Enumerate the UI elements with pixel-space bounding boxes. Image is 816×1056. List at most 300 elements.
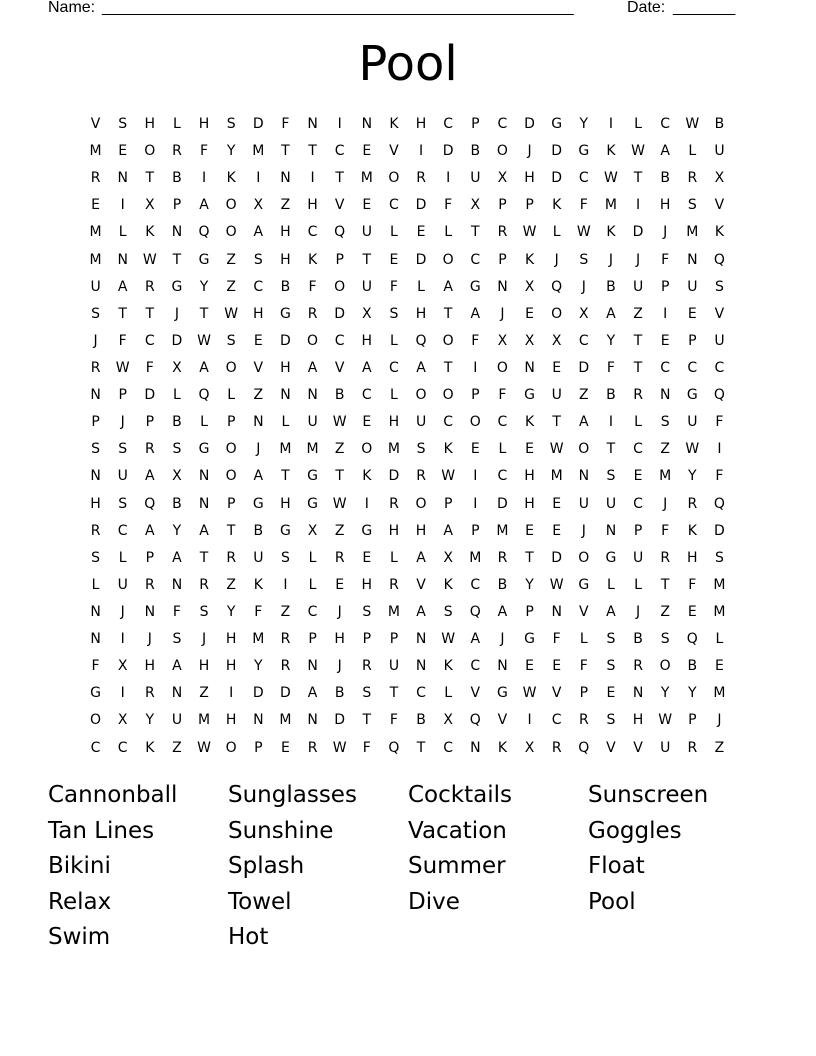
grid-letter: Z xyxy=(334,441,345,458)
grid-letter: O xyxy=(469,414,481,431)
grid-letter: D xyxy=(632,224,644,241)
grid-letter: Q xyxy=(578,739,590,756)
grid-letter: L xyxy=(552,224,561,241)
grid-letter: L xyxy=(688,143,697,160)
word-list-item: Splash xyxy=(228,853,305,879)
grid-letter: T xyxy=(145,305,155,322)
grid-letter: A xyxy=(606,305,616,322)
grid-letter: F xyxy=(254,604,263,621)
grid-letter: S xyxy=(606,712,616,729)
grid-letter: V xyxy=(633,739,643,756)
grid-letter: X xyxy=(579,305,589,322)
grid-letter: L xyxy=(308,576,317,593)
grid-letter: I xyxy=(473,495,478,512)
grid-letter: E xyxy=(633,468,643,485)
grid-letter: E xyxy=(525,658,534,675)
grid-letter: D xyxy=(280,332,291,349)
grid-letter: C xyxy=(144,332,155,349)
grid-letter: T xyxy=(633,360,643,377)
grid-letter: K xyxy=(443,441,453,458)
grid-letter: R xyxy=(416,468,426,485)
grid-letter: V xyxy=(90,116,101,133)
grid-row xyxy=(82,545,733,572)
grid-letter: P xyxy=(498,197,507,214)
grid-letter: N xyxy=(524,360,535,377)
grid-row xyxy=(82,274,733,301)
grid-letter: J xyxy=(201,631,207,648)
date-label: Date: xyxy=(627,0,666,16)
grid-letter: P xyxy=(498,251,507,268)
grid-letter: U xyxy=(90,278,101,295)
grid-letter: G xyxy=(578,576,590,593)
grid-letter: R xyxy=(551,739,562,756)
grid-letter: P xyxy=(172,197,182,214)
grid-letter: S xyxy=(416,441,426,458)
grid-letter: F xyxy=(661,522,670,539)
grid-letter: D xyxy=(252,685,264,702)
grid-letter: J xyxy=(120,414,125,431)
grid-letter: N xyxy=(497,278,508,295)
grid-letter: L xyxy=(579,631,588,648)
grid-letter: G xyxy=(198,251,210,268)
grid-letter: S xyxy=(253,251,263,268)
grid-letter: M xyxy=(713,604,726,621)
grid-letter: V xyxy=(606,739,616,756)
grid-letter: T xyxy=(281,143,290,160)
grid-letter: C xyxy=(578,332,589,349)
grid-letter: F xyxy=(661,251,670,268)
grid-letter: Q xyxy=(469,604,481,621)
grid-letter: C xyxy=(307,604,318,621)
grid-letter: W xyxy=(685,441,700,458)
grid-letter: C xyxy=(361,387,372,404)
grid-letter: Q xyxy=(415,332,427,349)
grid-letter: J xyxy=(527,143,532,160)
grid-letter: R xyxy=(687,739,698,756)
grid-letter: U xyxy=(117,468,128,485)
grid-row xyxy=(82,111,733,138)
grid-letter: N xyxy=(198,495,210,512)
grid-letter: V xyxy=(334,197,345,214)
grid-letter: V xyxy=(389,143,399,160)
grid-letter: A xyxy=(470,305,481,322)
grid-letter: O xyxy=(659,658,671,675)
grid-letter: O xyxy=(90,712,102,729)
grid-letter: Q xyxy=(334,224,346,241)
grid-letter: E xyxy=(525,441,534,458)
grid-letter: R xyxy=(90,360,101,377)
grid-letter: I xyxy=(229,685,234,702)
grid-letter: R xyxy=(226,549,237,566)
grid-letter: W xyxy=(224,305,239,322)
grid-letter: T xyxy=(633,332,643,349)
grid-letter: L xyxy=(634,116,642,133)
grid-letter: W xyxy=(197,332,211,349)
grid-letter: S xyxy=(687,197,697,214)
grid-letter: S xyxy=(579,251,589,268)
grid-letter: U xyxy=(415,414,427,431)
grid-row xyxy=(82,382,733,409)
word-list-item: Cocktails xyxy=(408,782,512,808)
grid-letter: X xyxy=(524,739,535,756)
word-list-item: Relax xyxy=(48,888,112,915)
grid-row xyxy=(82,572,733,599)
grid-letter: T xyxy=(525,549,534,566)
grid-letter: H xyxy=(415,305,427,322)
grid-letter: N xyxy=(605,522,617,539)
grid-letter: S xyxy=(91,549,100,566)
grid-letter: T xyxy=(335,468,344,485)
grid-letter: D xyxy=(280,685,291,702)
grid-letter: K xyxy=(443,576,453,593)
grid-letter: Z xyxy=(714,739,725,756)
grid-letter: I xyxy=(283,576,288,593)
grid-letter: K xyxy=(552,197,562,214)
grid-letter: N xyxy=(307,712,318,729)
grid-letter: I xyxy=(120,197,125,214)
grid-letter: P xyxy=(362,631,372,648)
grid-letter: X xyxy=(443,549,453,566)
grid-letter: D xyxy=(388,468,400,485)
grid-letter: Q xyxy=(713,251,725,268)
grid-letter: V xyxy=(551,685,562,702)
grid-letter: F xyxy=(91,658,100,675)
grid-row xyxy=(82,328,733,355)
grid-letter: E xyxy=(525,305,534,322)
grid-letter: P xyxy=(471,116,480,133)
grid-row xyxy=(82,735,733,762)
grid-letter: L xyxy=(390,332,398,349)
grid-letter: Q xyxy=(713,387,725,404)
grid-letter: N xyxy=(497,658,508,675)
grid-letter: N xyxy=(659,387,671,404)
grid-letter: C xyxy=(443,116,454,133)
grid-letter: K xyxy=(714,224,725,241)
grid-letter: M xyxy=(469,549,482,566)
grid-row xyxy=(82,165,733,192)
grid-letter: S xyxy=(443,604,453,621)
grid-letter: T xyxy=(281,468,290,485)
grid-letter: C xyxy=(416,685,426,702)
word-list-item: Sunscreen xyxy=(588,782,709,808)
grid-letter: Y xyxy=(254,658,263,675)
grid-letter: D xyxy=(442,143,454,160)
grid-letter: F xyxy=(715,414,724,431)
grid-letter: D xyxy=(578,360,590,377)
grid-letter: P xyxy=(579,685,589,702)
grid-letter: O xyxy=(334,278,346,295)
grid-letter: N xyxy=(551,604,562,621)
grid-letter: H xyxy=(361,576,373,593)
grid-letter: Q xyxy=(686,631,698,648)
grid-letter: R xyxy=(144,441,155,458)
grid-letter: R xyxy=(144,576,155,593)
grid-letter: P xyxy=(525,604,534,621)
word-list-item: Swim xyxy=(48,924,111,950)
grid-letter: U xyxy=(307,414,318,431)
grid-letter: T xyxy=(389,685,399,702)
grid-letter: S xyxy=(606,631,616,648)
grid-letter: U xyxy=(714,332,725,349)
grid-letter: X xyxy=(362,305,372,322)
grid-letter: P xyxy=(688,712,697,729)
grid-letter: B xyxy=(606,387,616,404)
grid-letter: C xyxy=(497,414,508,431)
grid-letter: Z xyxy=(253,387,264,404)
grid-letter: M xyxy=(360,170,373,187)
grid-letter: X xyxy=(117,712,128,729)
grid-letter: Z xyxy=(226,576,236,593)
grid-letter: A xyxy=(307,685,318,702)
grid-letter: J xyxy=(500,631,505,648)
grid-letter: O xyxy=(388,170,400,187)
grid-letter: L xyxy=(118,549,127,566)
grid-letter: W xyxy=(332,414,347,431)
grid-letter: G xyxy=(605,549,617,566)
word-list-item: Vacation xyxy=(408,817,507,844)
grid-row xyxy=(82,518,733,545)
grid-letter: C xyxy=(307,224,318,241)
grid-letter: C xyxy=(334,332,345,349)
grid-letter: M xyxy=(198,712,211,729)
grid-letter: X xyxy=(497,332,508,349)
grid-letter: X xyxy=(714,170,725,187)
grid-letter: P xyxy=(443,495,453,512)
grid-letter: V xyxy=(416,576,426,593)
grid-letter: K xyxy=(226,170,236,187)
grid-letter: O xyxy=(442,332,454,349)
grid-letter: G xyxy=(551,116,563,133)
grid-letter: F xyxy=(552,631,561,648)
grid-letter: N xyxy=(90,604,101,621)
grid-letter: P xyxy=(471,387,480,404)
grid-letter: E xyxy=(362,414,372,431)
grid-letter: S xyxy=(714,278,724,295)
grid-letter: B xyxy=(660,170,670,187)
grid-letter: W xyxy=(441,631,456,648)
grid-letter: W xyxy=(522,685,537,702)
grid-letter: A xyxy=(362,360,372,377)
grid-letter: E xyxy=(687,604,697,621)
grid-letter: V xyxy=(714,197,725,214)
grid-letter: C xyxy=(660,116,671,133)
grid-letter: E xyxy=(389,251,399,268)
grid-letter: C xyxy=(389,360,399,377)
grid-letter: F xyxy=(281,116,290,133)
grid-letter: W xyxy=(658,712,673,729)
grid-letter: E xyxy=(416,224,426,241)
grid-letter: Q xyxy=(469,712,481,729)
grid-letter: Z xyxy=(660,441,670,458)
grid-letter: N xyxy=(90,387,101,404)
grid-letter: T xyxy=(335,170,344,187)
grid-letter: H xyxy=(144,658,156,675)
grid-letter: X xyxy=(524,278,535,295)
grid-letter: B xyxy=(714,116,725,133)
grid-row xyxy=(82,626,733,653)
grid-letter: W xyxy=(332,739,347,756)
grid-letter: M xyxy=(550,468,563,485)
grid-letter: A xyxy=(443,522,453,539)
grid-row xyxy=(82,301,733,328)
grid-letter: Y xyxy=(660,685,670,702)
grid-letter: C xyxy=(253,278,264,295)
grid-letter: A xyxy=(606,604,616,621)
grid-letter: H xyxy=(524,468,535,485)
grid-letter: O xyxy=(551,305,563,322)
grid-letter: H xyxy=(144,116,156,133)
grid-letter: N xyxy=(632,685,644,702)
grid-letter: A xyxy=(307,360,318,377)
grid-letter: V xyxy=(579,604,589,621)
grid-letter: R xyxy=(687,170,698,187)
grid-letter: R xyxy=(280,631,291,648)
grid-letter: F xyxy=(118,332,127,349)
grid-letter: F xyxy=(579,658,588,675)
grid-letter: T xyxy=(471,224,480,241)
grid-letter: X xyxy=(524,332,535,349)
grid-letter: M xyxy=(252,631,265,648)
grid-letter: R xyxy=(144,685,155,702)
grid-letter: R xyxy=(361,658,372,675)
grid-letter: L xyxy=(715,631,724,648)
grid-letter: P xyxy=(471,522,480,539)
grid-letter: C xyxy=(497,116,508,133)
grid-letter: Z xyxy=(633,305,643,322)
grid-letter: R xyxy=(307,305,318,322)
grid-letter: T xyxy=(199,549,209,566)
grid-letter: H xyxy=(198,116,210,133)
name-label: Name: xyxy=(48,0,96,16)
grid-letter: Z xyxy=(660,604,670,621)
grid-letter: I xyxy=(337,116,342,133)
grid-letter: R xyxy=(633,387,643,404)
grid-letter: C xyxy=(551,712,562,729)
grid-letter: J xyxy=(337,604,342,621)
grid-letter: X xyxy=(172,468,182,485)
grid-letter: S xyxy=(362,604,372,621)
grid-letter: L xyxy=(417,278,425,295)
grid-letter: J xyxy=(256,441,261,458)
grid-letter: U xyxy=(117,576,128,593)
grid-letter: F xyxy=(145,360,154,377)
grid-letter: K xyxy=(606,224,616,241)
grid-letter: S xyxy=(660,414,670,431)
grid-letter: F xyxy=(308,278,317,295)
grid-letter: L xyxy=(308,549,317,566)
grid-letter: K xyxy=(389,116,399,133)
grid-letter: F xyxy=(172,604,181,621)
grid-letter: C xyxy=(443,739,454,756)
grid-letter: U xyxy=(361,224,372,241)
grid-letter: L xyxy=(390,224,398,241)
grid-letter: T xyxy=(145,170,155,187)
grid-letter: W xyxy=(142,251,157,268)
grid-letter: S xyxy=(226,116,236,133)
grid-letter: C xyxy=(470,658,481,675)
grid-letter: P xyxy=(226,414,236,431)
grid-letter: V xyxy=(334,360,345,377)
grid-letter: H xyxy=(307,197,318,214)
grid-row xyxy=(82,219,733,246)
grid-letter: C xyxy=(633,495,643,512)
grid-letter: P xyxy=(389,631,399,648)
grid-letter: I xyxy=(473,360,478,377)
grid-letter: T xyxy=(552,414,561,431)
grid-letter: W xyxy=(549,441,564,458)
grid-letter: Q xyxy=(144,495,156,512)
grid-letter: L xyxy=(118,224,127,241)
grid-letter: Y xyxy=(172,522,182,539)
grid-letter: P xyxy=(633,522,643,539)
grid-letter: W xyxy=(549,576,564,593)
grid-letter: W xyxy=(332,495,347,512)
grid-letter: C xyxy=(633,441,643,458)
grid-letter: Z xyxy=(280,604,291,621)
word-list-item: Tan Lines xyxy=(48,817,155,844)
grid-letter: N xyxy=(415,631,427,648)
grid-letter: K xyxy=(307,251,318,268)
grid-letter: I xyxy=(663,305,668,322)
grid-letter: S xyxy=(226,332,236,349)
grid-letter: O xyxy=(225,441,237,458)
grid-letter: C xyxy=(687,360,698,377)
grid-letter: C xyxy=(389,197,399,214)
grid-letter: J xyxy=(554,251,559,268)
grid-letter: G xyxy=(524,631,535,648)
grid-letter: O xyxy=(578,549,590,566)
grid-letter: X xyxy=(253,197,264,214)
grid-letter: A xyxy=(199,360,209,377)
grid-letter: J xyxy=(120,604,125,621)
grid-letter: N xyxy=(361,116,373,133)
grid-letter: W xyxy=(685,116,700,133)
name-blank-line: _____________________________________________________ xyxy=(102,0,574,16)
grid-letter: U xyxy=(171,712,183,729)
grid-letter: A xyxy=(145,522,155,539)
grid-letter: B xyxy=(253,522,264,539)
grid-letter: S xyxy=(362,685,372,702)
grid-letter: O xyxy=(307,332,319,349)
grid-letter: G xyxy=(497,685,508,702)
grid-letter: M xyxy=(387,604,400,621)
grid-letter: G xyxy=(280,522,291,539)
grid-letter: N xyxy=(171,685,183,702)
header-line xyxy=(48,0,748,19)
grid-letter: W xyxy=(576,224,591,241)
grid-letter: M xyxy=(89,143,102,160)
grid-letter: B xyxy=(497,576,508,593)
grid-letter: F xyxy=(579,197,588,214)
grid-letter: X xyxy=(470,197,481,214)
grid-letter: I xyxy=(120,685,125,702)
grid-letter: N xyxy=(578,468,590,485)
grid-letter: J xyxy=(635,251,641,268)
grid-letter: A xyxy=(497,604,508,621)
grid-letter: B xyxy=(172,495,182,512)
word-list-item: Bikini xyxy=(48,853,111,879)
grid-letter: I xyxy=(418,143,424,160)
grid-letter: L xyxy=(390,549,398,566)
grid-letter: K xyxy=(687,522,697,539)
grid-letter: P xyxy=(226,495,236,512)
word-list-item: Dive xyxy=(408,888,460,915)
grid-letter: X xyxy=(117,658,128,675)
grid-letter: O xyxy=(415,495,427,512)
grid-letter: U xyxy=(253,549,264,566)
grid-letter: B xyxy=(470,143,481,160)
grid-letter: J xyxy=(663,224,668,241)
